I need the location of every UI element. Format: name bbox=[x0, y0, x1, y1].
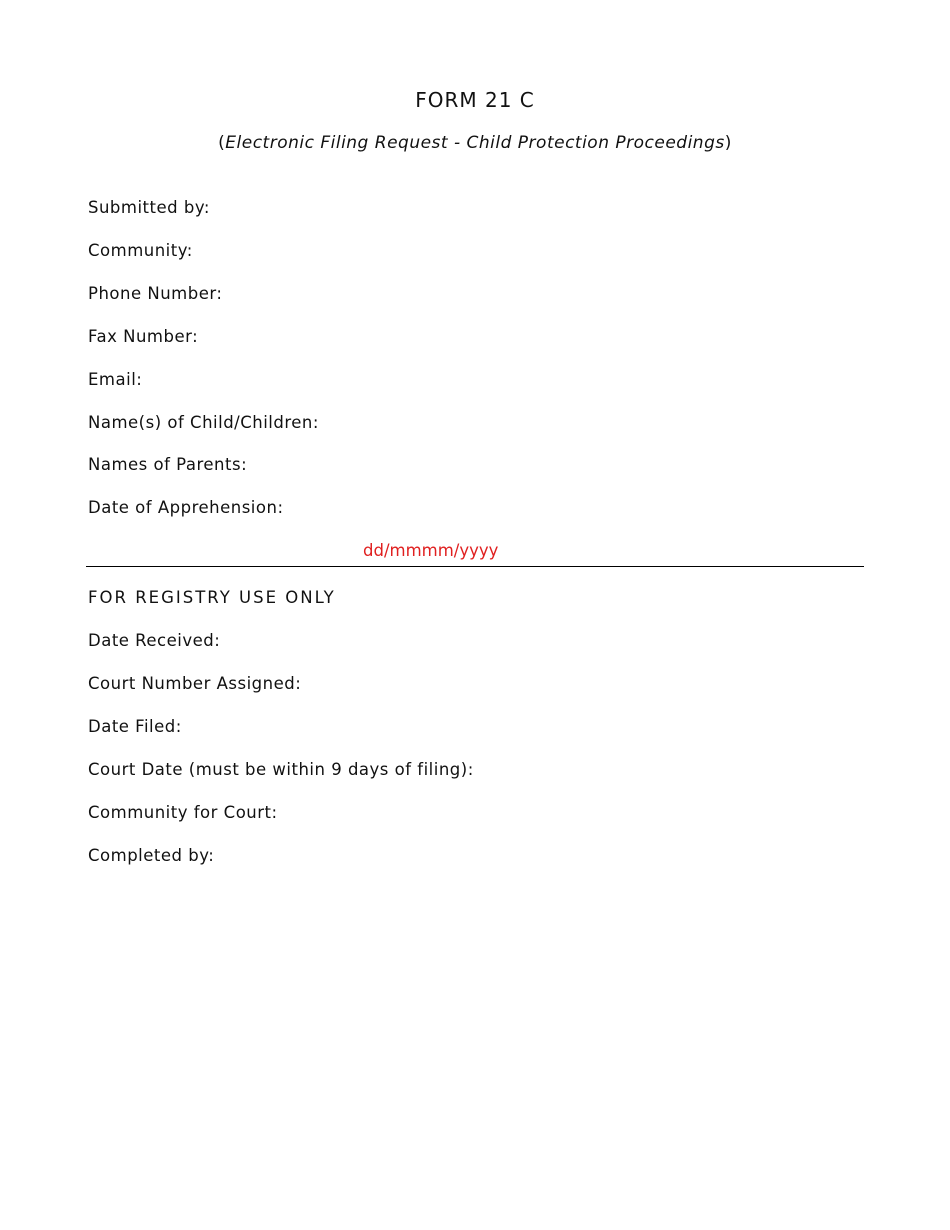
subtitle-open-paren: ( bbox=[218, 133, 226, 153]
section-divider bbox=[86, 566, 864, 567]
field-fax-number[interactable]: Fax Number: bbox=[88, 327, 199, 346]
field-parent-names[interactable]: Names of Parents: bbox=[88, 455, 248, 474]
registry-field-court-number[interactable]: Court Number Assigned: bbox=[88, 674, 302, 693]
registry-field-court-date[interactable]: Court Date (must be within 9 days of filing): bbox=[88, 760, 474, 779]
form-subtitle bbox=[0, 133, 950, 153]
subtitle-close-paren: ) bbox=[724, 133, 732, 153]
form-title: FORM 21 C bbox=[415, 88, 535, 112]
registry-field-community-for-court[interactable]: Community for Court: bbox=[88, 803, 278, 822]
field-submitted-by[interactable]: Submitted by: bbox=[88, 198, 210, 217]
registry-field-date-received[interactable]: Date Received: bbox=[88, 631, 221, 650]
field-child-names[interactable]: Name(s) of Child/Children: bbox=[88, 413, 319, 432]
registry-field-date-filed[interactable]: Date Filed: bbox=[88, 717, 182, 736]
subtitle-text: Electronic Filing Request - Child Protection Proceedings bbox=[225, 133, 725, 153]
registry-heading: FOR REGISTRY USE ONLY bbox=[88, 588, 336, 607]
registry-field-completed-by[interactable]: Completed by: bbox=[88, 846, 215, 865]
field-email[interactable]: Email: bbox=[88, 370, 143, 389]
field-phone-number[interactable]: Phone Number: bbox=[88, 284, 223, 303]
field-community[interactable]: Community: bbox=[88, 241, 193, 260]
field-date-of-apprehension[interactable]: Date of Apprehension: bbox=[88, 498, 284, 517]
date-of-apprehension-input[interactable]: dd/mmmm/yyyy bbox=[363, 541, 499, 560]
